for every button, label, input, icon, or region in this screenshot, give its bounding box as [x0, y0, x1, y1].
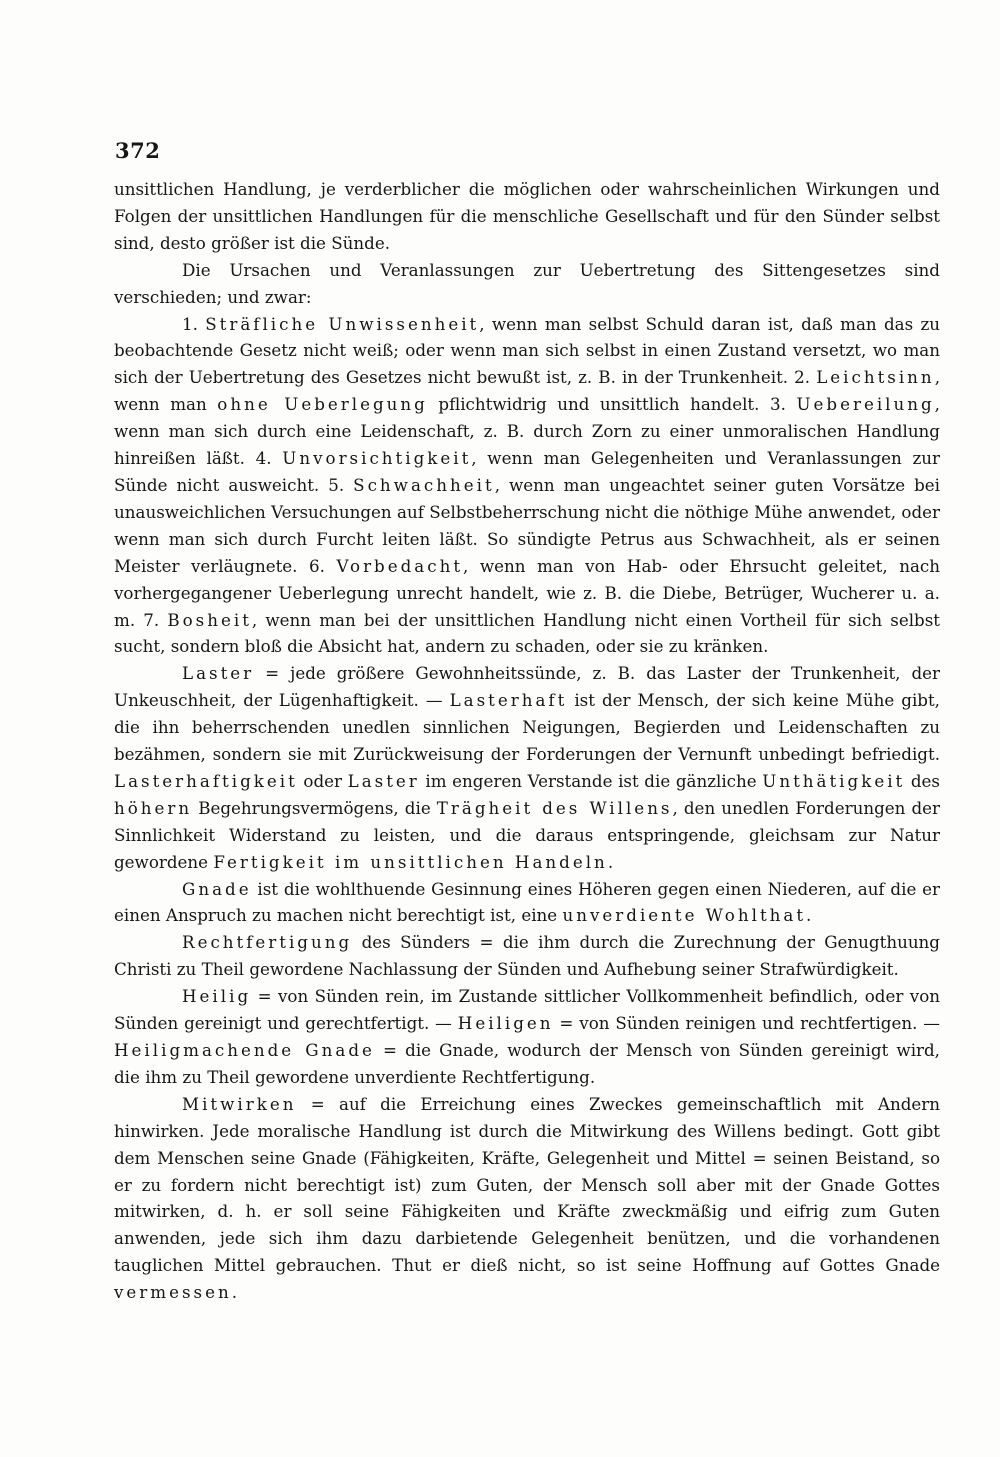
emphasized-term: Heiligen [457, 1013, 554, 1034]
text-run: Begehrungsvermögens, die [192, 797, 437, 818]
emphasized-term: Fertigkeit im unsittlichen Handeln [213, 851, 608, 872]
paragraph [114, 311, 940, 661]
text-run: = jede größere Gewohnheitssünde, z. B. das Laster der Trunkenheit, der Unkeuschheit, der Lügenhaftigkeit. — [114, 663, 940, 711]
text-run: oder [297, 770, 348, 791]
text-run: des Sünders = die ihm durch die Zurechnung der Genugthuung Christi zu Theil gewordene Nachlassung der Sünden und Aufhebung seiner Strafwürdigkeit. [114, 932, 940, 980]
body-text [114, 176, 940, 1306]
emphasized-term: unverdiente Wohlthat [562, 905, 807, 926]
text-run: unsittlichen Handlung, je verderblicher die möglichen oder wahrscheinlichen Wirkungen und Folgen der unsittlichen Handlungen für die menschliche Gesellschaft und für den Sünder selbst sind, desto größer ist die Sünde. [114, 179, 940, 253]
emphasized-term: Uebereilung [796, 394, 935, 415]
text-run: , wenn man Gelegenheiten und Veranlassungen zur Sünde nicht ausweicht. 5. [114, 448, 940, 495]
emphasized-term: Rechtfertigung [182, 932, 353, 953]
text-run: , wenn man [114, 367, 940, 415]
text-run: = die Gnade, wodurch der Mensch von Sünden gereinigt wird, die ihm zu Theil gewordene unverdiente Rechtfertigung. [114, 1040, 940, 1087]
text-run: , wenn man ungeachtet seiner guten Vorsätze bei unausweichlichen Versuchungen auf Selbstbeherrschung nicht die nöthige Mühe anwendet, oder wenn man sich durch Furcht leiten läßt. So sündigte Petrus aus Schwachheit, als er seinen Meister verläugnete. 6. [114, 474, 941, 576]
text-run: im engeren Verstande ist die gänzliche [419, 770, 763, 791]
emphasized-term: Laster [182, 663, 255, 684]
paragraph [114, 876, 940, 930]
text-run: = von Sünden reinigen und rechtfertigen. — [553, 1013, 940, 1034]
emphasized-term: Bosheit [167, 609, 252, 630]
text-run: , den unedlen Forderungen der Sinnlichkeit Widerstand zu leisten, und die daraus entspringende, gleichsam zur Natur gewordene [114, 797, 940, 872]
emphasized-term: Mitwirken [182, 1093, 297, 1114]
text-run: Die Ursachen und Veranlassungen zur Uebertretung des Sittengesetzes sind verschieden; und zwar: [114, 259, 940, 307]
paragraph [114, 1091, 940, 1306]
paragraph [114, 257, 940, 311]
text-run: des [905, 770, 940, 791]
text-run: = auf die Erreichung eines Zweckes gemeinschaftlich mit Andern hinwirken. Jede moralische Handlung ist durch die Mitwirkung des Willens bedingt. Gott gibt dem Menschen seine Gnade (Fähigkeiten, Kräfte, Gelegenheit und Mittel = seinen Beistand, so er zu fordern nicht berechtigt ist) zum Guten, der Mensch soll aber mit der Gnade Gottes mitwirken, d. h. er soll seine Fähigkeiten und Kräfte zweckmäßig und eifrig zum Guten anwenden, jede sich ihm dazu darbietende Gelegenheit benützen, und die vorhandenen tauglichen Mittel gebrauchen. Thut er dieß nicht, so ist seine Hoffnung auf Gottes Gnade [114, 1093, 940, 1276]
paragraph [114, 929, 940, 983]
emphasized-term: Sträfliche Unwissenheit [205, 313, 480, 334]
text-run: = von Sünden rein, im Zustande sittlicher Vollkommenheit befindlich, oder von Sünden gereinigt und gerechtfertigt. — [114, 986, 940, 1034]
text-run: , wenn man sich durch eine Leidenschaft, z. B. durch Zorn zu einer unmoralischen Handlung hinreißen läßt. 4. [114, 394, 940, 469]
emphasized-term: Gnade [182, 878, 252, 899]
text-run: , wenn man bei der unsittlichen Handlung nicht einen Vortheil für sich selbst sucht, sondern bloß die Absicht hat, andern zu schaden, oder sie zu kränken. [114, 609, 940, 657]
text-run: ist der Mensch, der sich keine Mühe gibt, die ihn beherrschenden unedlen sinnlichen Neigungen, Begierden und Leidenschaften zu bezähmen, sondern sie mit Zurückweisung der Forderungen der Vernunft unbedingt befriedigt. [114, 690, 940, 765]
emphasized-term: Heiligmachende Gnade [114, 1040, 375, 1060]
emphasized-term: vermessen [114, 1282, 232, 1303]
text-run: ist die wohlthuende Gesinnung eines Höheren gegen einen Niederen, auf die er einen Anspruch zu machen nicht berechtigt ist, eine [114, 878, 940, 926]
text-run: 1. [182, 313, 206, 334]
emphasized-term: Heilig [182, 986, 252, 1007]
text-run: . [806, 905, 812, 926]
paragraph [114, 983, 940, 1091]
emphasized-term: Unvorsichtigkeit [282, 448, 472, 469]
emphasized-term: Laster [347, 770, 420, 791]
emphasized-term: Leichtsinn [816, 367, 935, 388]
page-number: 372 [115, 138, 161, 163]
emphasized-term: Lasterhaftigkeit [114, 770, 298, 791]
text-run: pflichtwidrig und unsittlich handelt. 3. [427, 394, 797, 415]
paragraph [114, 176, 940, 257]
text-run: , wenn man selbst Schuld daran ist, daß man das zu beobachtende Gesetz nicht weiß; oder wenn man sich selbst in einen Zustand versetzt, wo man sich der Uebertretung des Gesetzes nicht bewußt ist, z. B. in der Trunkenheit. 2. [114, 313, 940, 388]
emphasized-term: Lasterhaft [449, 690, 568, 711]
emphasized-term: Trägheit des Willens [436, 797, 673, 818]
text-run: , wenn man von Hab- oder Ehrsucht geleitet, nach vorhergegangener Ueberlegung unrecht handelt, wie z. B. die Diebe, Betrüger, Wucherer u. a. m. 7. [114, 555, 941, 630]
emphasized-term: ohne Ueberlegung [217, 394, 428, 415]
emphasized-term: höhern [114, 797, 193, 818]
emphasized-term: Vorbedacht [336, 555, 464, 576]
paragraph [114, 660, 940, 875]
emphasized-term: Schwachheit [353, 474, 495, 495]
text-run: . [607, 851, 614, 872]
emphasized-term: Unthätigkeit [762, 770, 906, 791]
text-run: . [231, 1282, 238, 1303]
